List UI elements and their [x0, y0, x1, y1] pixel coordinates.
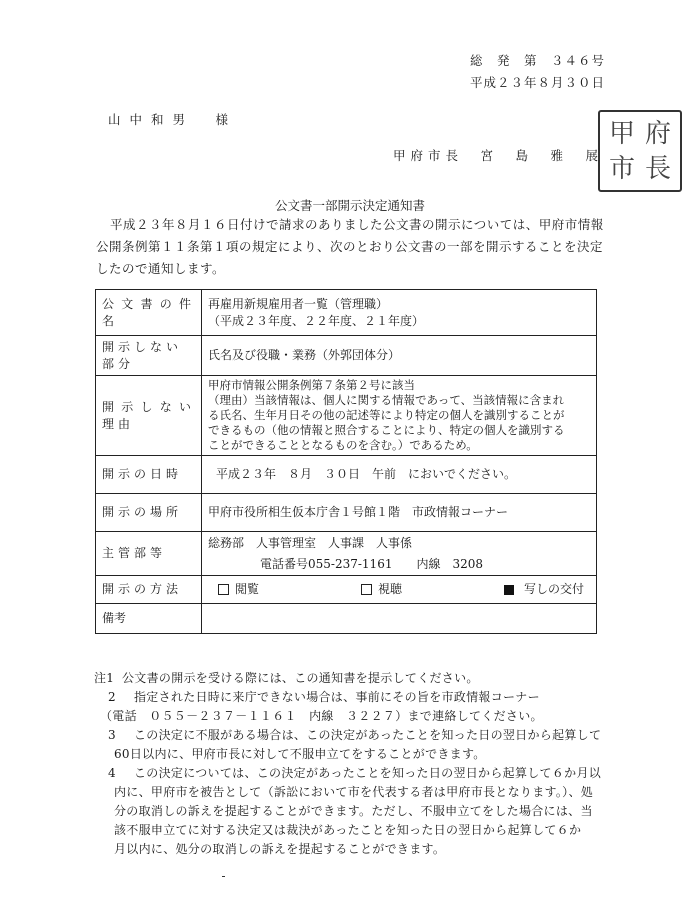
row-department: [96, 532, 597, 576]
addressee: 山中和男 様: [108, 112, 238, 127]
body-paragraph: [96, 214, 604, 280]
value-undisclosed-part: 氏名及び役職・業務（外郭団体分）: [202, 336, 597, 376]
checkbox-filled-icon: [504, 585, 514, 595]
value-method: [202, 576, 597, 604]
value-document-name: 再雇用新規雇用者一覧（管理職） （平成２３年度、２２年度、２１年度）: [202, 290, 597, 336]
document-title: 公文書一部開示決定通知書: [274, 198, 425, 213]
body-text: 平成２３年８月１６日付けで請求のありました公文書の開示については、甲府市情報公開条例第１１条第１項の規定により、次のとおり公文書の一部を開示することを決定したので通知します。: [96, 217, 604, 276]
option-viewing: 閲覧: [208, 581, 259, 598]
value-department: 総務部 人事管理室 人事課 人事係 電話番号055-237-1161 内線 3208: [202, 532, 597, 576]
seal-char: 市: [608, 153, 635, 184]
document-number: 総 発 第 ３４６号: [470, 53, 606, 68]
option-copy: 写しの交付: [504, 581, 584, 598]
row-reason: [96, 376, 597, 456]
option-listening: 視聴: [361, 581, 402, 598]
label-place: 開示の場所: [96, 494, 202, 532]
row-method: [96, 576, 597, 604]
note-item-continuation: 分の取消しの訴えを提起することができます。ただし、不服申立てをした場合には、当: [114, 804, 593, 818]
note-item-continuation: 該不服申立てに対する決定又は裁決があったことを知った日の翌日から起算して６か: [114, 823, 582, 837]
value-reason: 甲府市情報公開条例第７条第２号に該当 （理由）当該情報は、個人に関する情報であって、当該情報に含まれ る氏名、生年月日その他の記述等により特定の個人を識別することが できるもの（他の情報と照合することにより、特定の個人を識別する ことができることとなるものを含む。）であるため。: [202, 376, 597, 456]
row-place: [96, 494, 597, 532]
seal-char: 府: [644, 118, 671, 149]
note-item: 2 指定された日時に来庁できない場合は、事前にその旨を市政情報コーナー: [108, 690, 540, 704]
scan-mark: [222, 876, 225, 877]
label-method: 開示の方法: [96, 576, 202, 604]
note-item-continuation: 月以内に、処分の取消しの訴えを提起することができます。: [114, 842, 446, 856]
note-item: 3 この決定に不服がある場合は、この決定があったことを知った日の翌日から起算して: [108, 728, 602, 742]
label-reason: 開示しない理由: [96, 376, 202, 456]
label-date: 開示の日時: [96, 456, 202, 494]
note-item-continuation: 60日以内に、甲府市長に対して不服申立てをすることができます。: [114, 747, 486, 761]
note-item: 注1 公文書の開示を受ける際には、この通知書を提示してください。: [94, 671, 479, 685]
checkbox-empty-icon: [218, 584, 229, 595]
label-department: 主管部等: [96, 532, 202, 576]
row-undisclosed-part: [96, 336, 597, 376]
notes-section: [94, 669, 604, 859]
checkbox-empty-icon: [361, 584, 372, 595]
label-document-name: 公文書の件名: [96, 290, 202, 336]
note-item: 4 この決定については、この決定があったことを知った日の翌日から起算して６か月以: [108, 766, 602, 780]
note-item-continuation: （電話 ０５５－２３７－１１６１ 内線 ３２２７）まで連絡してください。: [100, 709, 543, 723]
note-item-continuation: 内に、甲府市を被告として（訴訟において市を代表する者は甲府市長となります。）、処: [114, 785, 594, 799]
seal-char: 長: [644, 153, 671, 184]
official-seal: [598, 110, 682, 192]
row-remarks: [96, 604, 597, 634]
label-undisclosed-part: 開示しない 部分: [96, 336, 202, 376]
row-document-name: [96, 290, 597, 336]
disclosure-table: [95, 289, 597, 634]
label-remarks: 備考: [96, 604, 202, 634]
value-date: 平成２３年 ８月 ３０日 午前 においでください。: [202, 456, 597, 494]
issue-date: 平成２３年８月３０日: [470, 75, 606, 90]
seal-char: 甲: [608, 118, 635, 149]
value-remarks: [202, 604, 597, 634]
row-date: [96, 456, 597, 494]
document-number-block: [470, 50, 606, 94]
sender: 甲府市長 宮 島 雅 展: [393, 148, 604, 163]
value-place: 甲府市役所相生仮本庁舎１号館１階 市政情報コーナー: [202, 494, 597, 532]
